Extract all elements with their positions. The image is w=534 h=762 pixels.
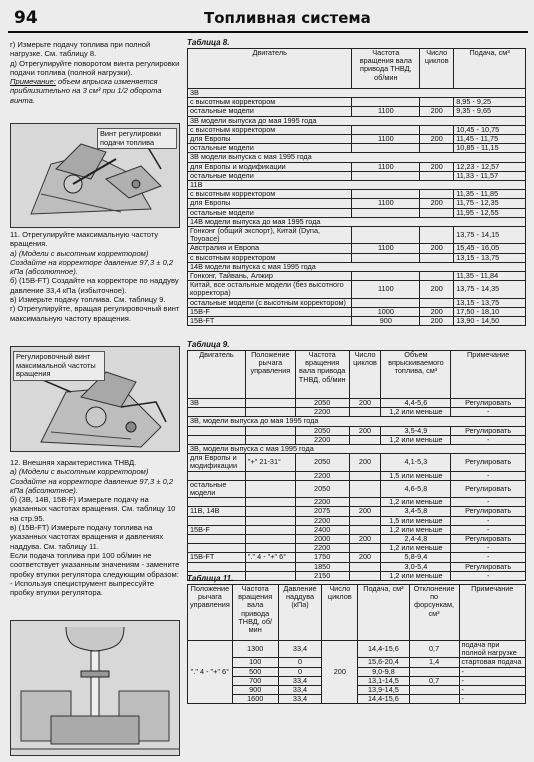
table-cell: 2200: [295, 471, 349, 480]
table-cell: 15В-FT: [188, 317, 352, 326]
table-cell: 1100: [352, 244, 420, 253]
table-row: [188, 426, 526, 435]
table-row: [188, 480, 526, 497]
table-cell: Регулировать: [451, 562, 526, 571]
table-cell: 1750: [295, 553, 349, 562]
table-cell: -: [459, 686, 525, 695]
table-cell: 700: [232, 676, 278, 685]
table8-caption: Таблица 8.: [187, 38, 230, 47]
table-cell: 33,4: [278, 686, 322, 695]
figure2-caption: Регулировочный винт максимальной частоты вращения: [13, 351, 105, 381]
table-cell: 200: [420, 317, 454, 326]
table-cell: [352, 272, 420, 281]
paragraph: а) (Модели с высотным корректором) Создайте на корректоре давление 97,3 ± 0,2 кПа (абсолютное).: [10, 467, 174, 495]
table-row: [188, 281, 526, 298]
table-cell: [349, 471, 381, 480]
figure-plug-press: [10, 620, 180, 756]
table-cell: Регулировать: [451, 454, 526, 471]
table-cell: Регулировать: [451, 535, 526, 544]
table-cell: для Европы и модификации: [188, 454, 246, 471]
column-header: Число циклов: [322, 585, 358, 641]
table-cell: 200: [349, 426, 381, 435]
table-cell: для Европы: [188, 135, 352, 144]
table-cell: для Европы: [188, 199, 352, 208]
table-cell: [420, 144, 454, 153]
paragraph: 11. Отрегулируйте максимальную частоту вращения.: [10, 230, 159, 249]
table-cell: 3,0-5,4: [381, 562, 451, 571]
paragraph: б) (15В-FT) Создайте на корректоре по наддуву давление 33,4 кПа (избыточное).: [10, 276, 179, 295]
table-row: [188, 535, 526, 544]
column-header: Подача, см³: [358, 585, 409, 641]
table-cell: [245, 516, 295, 525]
column-header: Подача, см³: [454, 49, 526, 89]
table-cell: 1,2 или меньше: [381, 544, 451, 553]
table-cell: 200: [420, 199, 454, 208]
table-cell: 2200: [295, 408, 349, 417]
table-cell: 15,45 - 16,05: [454, 244, 526, 253]
table-row: [188, 516, 526, 525]
table-cell: [352, 253, 420, 262]
table-cell: 900: [352, 317, 420, 326]
table-cell: 1,5 или меньше: [381, 471, 451, 480]
table-cell: 5,8-9,4: [381, 553, 451, 562]
table-cell: 200: [420, 162, 454, 171]
table-cell: 200: [349, 507, 381, 516]
press-tool-illustration-icon: [11, 621, 179, 755]
table-cell: 0: [278, 658, 322, 667]
table-cell: 17,50 - 18,10: [454, 307, 526, 316]
table-cell: -: [451, 498, 526, 507]
table-row: [188, 107, 526, 116]
column-header: Примечание: [459, 585, 525, 641]
section-label: 14В модели выпуска с мая 1995 года: [188, 262, 526, 271]
table-cell: 200: [349, 399, 381, 408]
table-cell: -: [451, 516, 526, 525]
table-cell: 15,6-20,4: [358, 658, 409, 667]
table-cell: -: [451, 544, 526, 553]
paragraph: в) Измерьте подачу топлива. См. таблицу 9.: [10, 295, 166, 305]
table-cell: [245, 571, 295, 580]
page-number: 94: [14, 8, 38, 28]
table-cell: -: [459, 695, 525, 704]
table-cell: с высотным корректором: [188, 98, 352, 107]
paragraph: д) Отрегулируйте поворотом винта регулировки подачи топлива (полной нагрузки).: [10, 58, 180, 77]
column-header: Двигатель: [188, 49, 352, 89]
table-cell: 11,35 - 11,85: [454, 190, 526, 199]
table-cell: 11,75 - 12,35: [454, 199, 526, 208]
table-cell: [349, 571, 381, 580]
table-cell: 13,1-14,5: [358, 676, 409, 685]
table-section-row: [188, 417, 526, 426]
figure-max-speed-screw: [10, 346, 180, 452]
column-header: Давление наддува (кПа): [278, 585, 322, 641]
table-cell: [245, 426, 295, 435]
table-cell: остальные модели: [188, 171, 352, 180]
table-row: [188, 317, 526, 326]
table-cell: 2400: [295, 525, 349, 534]
table-cell: 1850: [295, 562, 349, 571]
table-cell: 15В-FT: [188, 553, 246, 562]
table9: [187, 350, 526, 581]
lever-position-cell: "." 4 - "+" 6°: [188, 641, 233, 704]
table-row: [188, 171, 526, 180]
table-cell: [420, 253, 454, 262]
table-row: [188, 507, 526, 516]
table-row: [188, 454, 526, 471]
table-cell: 1100: [352, 135, 420, 144]
column-header: Примечание: [451, 351, 526, 399]
table-section-row: [188, 153, 526, 162]
table-row: [188, 208, 526, 217]
table-cell: [352, 227, 420, 244]
table-cell: "+" 21-31°: [245, 454, 295, 471]
table-cell: [409, 686, 459, 695]
table-cell: 1,2 или меньше: [381, 571, 451, 580]
figure-fuel-adjust-screw: [10, 123, 180, 228]
table-cell: [245, 498, 295, 507]
table-cell: 3В: [188, 399, 246, 408]
table-cell: -: [451, 553, 526, 562]
table-cell: 200: [349, 553, 381, 562]
table9-caption: Таблица 9.: [187, 340, 230, 349]
table-cell: 500: [232, 667, 278, 676]
table-cell: Регулировать: [451, 480, 526, 497]
left-column-middle: [10, 230, 180, 323]
paragraph: а) (Модели с высотным корректором) Создайте на корректоре давление 97,3 ± 0,2 кПа (абсолютное).: [10, 248, 174, 277]
table-cell: [409, 667, 459, 676]
table-cell: 10,45 - 10,75: [454, 125, 526, 134]
table-cell: Китай, все остальные модели (без высотного корректора): [188, 281, 352, 298]
table-cell: 2075: [295, 507, 349, 516]
column-header: Частота вращения вала привода ТНВД, об/мин: [352, 49, 420, 89]
table-cell: [245, 562, 295, 571]
table-cell: 13,90 - 14,50: [454, 317, 526, 326]
table-cell: 11В, 14В: [188, 507, 246, 516]
table-cell: -: [451, 571, 526, 580]
table-cell: 200: [420, 135, 454, 144]
table-cell: Гонконг, Тайвань, Алжир: [188, 272, 352, 281]
table-cell: "." 4 - "+" 6°: [245, 553, 295, 562]
table-cell: -: [451, 435, 526, 444]
column-header: Частота вращения вала привода ТНВД, об/мин: [295, 351, 349, 399]
table-row: [188, 571, 526, 580]
table-cell: 1,4: [409, 658, 459, 667]
table-cell: 200: [420, 281, 454, 298]
table-cell: [409, 695, 459, 704]
table-cell: 11,35 - 11,84: [454, 272, 526, 281]
table-cell: остальные модели: [188, 144, 352, 153]
table11: [187, 584, 526, 704]
table-cell: 11,33 - 11,57: [454, 171, 526, 180]
table-cell: 3,4-5,8: [381, 507, 451, 516]
table-cell: 0: [278, 667, 322, 676]
table-cell: 13,75 - 14,35: [454, 281, 526, 298]
table-cell: 13,9-14,5: [358, 686, 409, 695]
table-cell: 13,15 - 13,75: [454, 298, 526, 307]
table-cell: 1300: [232, 641, 278, 658]
table-header-row: [188, 351, 526, 399]
table-cell: 1,2 или меньше: [381, 408, 451, 417]
table-row: [188, 562, 526, 571]
table-header-row: [188, 49, 526, 89]
paragraph: Если подача топлива при 100 об/мин не соответствует указанным значениям - замените пробку втулки регулятора следующим образом:: [10, 550, 180, 579]
section-label: 11В: [188, 181, 526, 190]
table-cell: [245, 507, 295, 516]
table-cell: 33,4: [278, 676, 322, 685]
table-cell: [420, 272, 454, 281]
table-cell: остальные модели (с высотным корректором): [188, 298, 352, 307]
column-header: Отклонение по форсункам, см³: [409, 585, 459, 641]
table-cell: [245, 535, 295, 544]
table-cell: 2200: [295, 544, 349, 553]
table-cell: для Европы и модификации: [188, 162, 352, 171]
table-cell: 1100: [352, 162, 420, 171]
table-cell: 1100: [352, 107, 420, 116]
table-cell: 33,4: [278, 641, 322, 658]
table-cell: 4,4-5,6: [381, 399, 451, 408]
table-row: [188, 253, 526, 262]
table-cell: [349, 480, 381, 497]
table-cell: 100: [232, 658, 278, 667]
table-cell: 2050: [295, 426, 349, 435]
table-cell: остальные модели: [188, 107, 352, 116]
table-row: [188, 162, 526, 171]
paragraph: - Используя специструмент выпрессуйте пробку втулки регулятора.: [10, 578, 155, 598]
table-cell: 1000: [352, 307, 420, 316]
table-cell: [245, 399, 295, 408]
table-cell: 1100: [352, 199, 420, 208]
table-cell: 4,1-5,3: [381, 454, 451, 471]
table-cell: 1600: [232, 695, 278, 704]
table-cell: 3,5-4,9: [381, 426, 451, 435]
table-cell: 200: [349, 535, 381, 544]
table-cell: [245, 480, 295, 497]
table-cell: 200: [420, 107, 454, 116]
table-cell: 900: [232, 686, 278, 695]
table-cell: 1,2 или меньше: [381, 525, 451, 534]
table-cell: [188, 426, 246, 435]
left-column-top: [10, 40, 180, 105]
table-cell: 9,35 - 9,65: [454, 107, 526, 116]
section-label: 3В, модели выпуска до мая 1995 года: [188, 417, 526, 426]
table-cell: -: [451, 408, 526, 417]
section-label: 3В модели выпуска до мая 1995 года: [188, 116, 526, 125]
table-cell: 2200: [295, 435, 349, 444]
paragraph: г) Отрегулируйте, вращая регулировочный винт максимальную частоту вращения.: [10, 304, 180, 323]
table-cell: [245, 525, 295, 534]
table-cell: Австралия и Европа: [188, 244, 352, 253]
table-cell: 33,4: [278, 695, 322, 704]
table-cell: 14,4-15,6: [358, 695, 409, 704]
table-cell: -: [459, 667, 525, 676]
table-cell: 12,23 - 12,57: [454, 162, 526, 171]
table-cell: 200: [420, 244, 454, 253]
table-cell: с высотным корректором: [188, 253, 352, 262]
column-header: Двигатель: [188, 351, 246, 399]
table-cell: 11,45 - 11,75: [454, 135, 526, 144]
table-cell: [420, 208, 454, 217]
table-cell: 13,75 - 14,15: [454, 227, 526, 244]
table-cell: Регулировать: [451, 399, 526, 408]
column-header: Положение рычага управления: [188, 585, 233, 641]
table-row: [188, 244, 526, 253]
section-title: Топливная система: [204, 9, 371, 27]
table-cell: [188, 471, 246, 480]
table-cell: [352, 144, 420, 153]
table8: [187, 48, 526, 326]
table-row: [188, 298, 526, 307]
column-header: Число циклов: [420, 49, 454, 89]
table-cell: остальные модели: [188, 208, 352, 217]
paragraph: 12. Внешняя характеристика ТНВД.: [10, 458, 137, 467]
table-cell: 13,15 - 13,75: [454, 253, 526, 262]
table-cell: 9,0-9,8: [358, 667, 409, 676]
table-cell: 11,95 - 12,55: [454, 208, 526, 217]
table-cell: подача при полной нагрузке: [459, 641, 525, 658]
table-cell: 14,4-15,6: [358, 641, 409, 658]
column-header: Положение рычага управления: [245, 351, 295, 399]
column-header: Объем впрыскиваемого топлива, см³: [381, 351, 451, 399]
table-cell: [352, 298, 420, 307]
note-label: Примечание:: [10, 77, 56, 87]
table-row: [188, 399, 526, 408]
table-cell: [188, 535, 246, 544]
left-column-bottom: [10, 458, 180, 597]
table-cell: 2200: [295, 498, 349, 507]
table-cell: 8,95 - 9,25: [454, 98, 526, 107]
table-cell: 2150: [295, 571, 349, 580]
table-cell: -: [459, 676, 525, 685]
note: [10, 77, 180, 105]
table-cell: [349, 516, 381, 525]
table-cell: [349, 408, 381, 417]
table-cell: Регулировать: [451, 426, 526, 435]
table-cell: 15В-F: [188, 307, 352, 316]
section-label: 3В модели выпуска с мая 1995 года: [188, 153, 526, 162]
table-cell: 2000: [295, 535, 349, 544]
table-cell: 2200: [295, 516, 349, 525]
table-cell: [245, 471, 295, 480]
table-cell: 1,2 или меньше: [381, 498, 451, 507]
table-cell: стартовая подача: [459, 658, 525, 667]
table-cell: 200: [420, 307, 454, 316]
table-cell: [420, 171, 454, 180]
table-cell: Гонконг (общий экспорт), Китай (Dyna, Toyoace): [188, 227, 352, 244]
table-row: [188, 641, 526, 658]
table-cell: [188, 562, 246, 571]
page-header: [0, 0, 534, 32]
table-cell: 1,5 или меньше: [381, 516, 451, 525]
table-cell: [349, 562, 381, 571]
table-cell: остальные модели: [188, 480, 246, 497]
table-cell: [420, 227, 454, 244]
table-cell: -: [451, 525, 526, 534]
table-row: [188, 199, 526, 208]
note-text: объем впрыска изменяется приблизительно на 3 см³ при 1/2 оборота винта.: [10, 77, 162, 105]
table-cell: 2,4-4,8: [381, 535, 451, 544]
table-cell: 0,7: [409, 641, 459, 658]
column-header: Число циклов: [349, 351, 381, 399]
table-cell: 4,6-5,8: [381, 480, 451, 497]
table-cell: [349, 435, 381, 444]
figure1-caption: Винт регулировки подачи топлива: [97, 128, 177, 149]
table-cell: 15В-F: [188, 525, 246, 534]
table-cell: 2050: [295, 454, 349, 471]
table-cell: с высотным корректором: [188, 125, 352, 134]
table-cell: 2050: [295, 480, 349, 497]
table-cell: 200: [349, 454, 381, 471]
section-label: 3В, модели выпуска с мая 1995 года: [188, 445, 526, 454]
table-cell: -: [451, 471, 526, 480]
table-section-row: [188, 445, 526, 454]
table-row: [188, 227, 526, 244]
paragraph: г) Измерьте подачу топлива при полной нагрузке. См. таблицу 8.: [10, 40, 151, 59]
table-section-row: [188, 116, 526, 125]
table-cell: 2050: [295, 399, 349, 408]
paragraph: в) (15В-FT) Измерьте подачу топлива на указанных частотах вращения и давлениях наддува. См. таблицу 11.: [10, 523, 164, 551]
table-cell: 0,7: [409, 676, 459, 685]
column-header: Частота вращения вала привода ТНВД, об/мин: [232, 585, 278, 641]
table-cell: [188, 516, 246, 525]
table-cell: [420, 298, 454, 307]
table-cell: [352, 208, 420, 217]
paragraph: б) (3В, 14В, 15В-F) Измерьте подачу на указанных частотах вращения. См. таблицу 10 на стр.95.: [10, 495, 176, 523]
table-row: [188, 471, 526, 480]
section-label: 14В модели выпуска до мая 1995 года: [188, 217, 526, 226]
table-row: [188, 553, 526, 562]
table-cell: [352, 171, 420, 180]
table-header-row: [188, 585, 526, 641]
table-cell: 10,85 - 11,15: [454, 144, 526, 153]
table-row: [188, 544, 526, 553]
table-cell: 1100: [352, 281, 420, 298]
table-cell: 1,2 или меньше: [381, 435, 451, 444]
section-label: 3В: [188, 89, 526, 98]
table-cell: Регулировать: [451, 507, 526, 516]
cycles-cell: 200: [322, 641, 358, 704]
header-divider: [8, 31, 528, 33]
table11-caption: Таблица 11.: [187, 574, 234, 583]
table-cell: с высотным корректором: [188, 190, 352, 199]
